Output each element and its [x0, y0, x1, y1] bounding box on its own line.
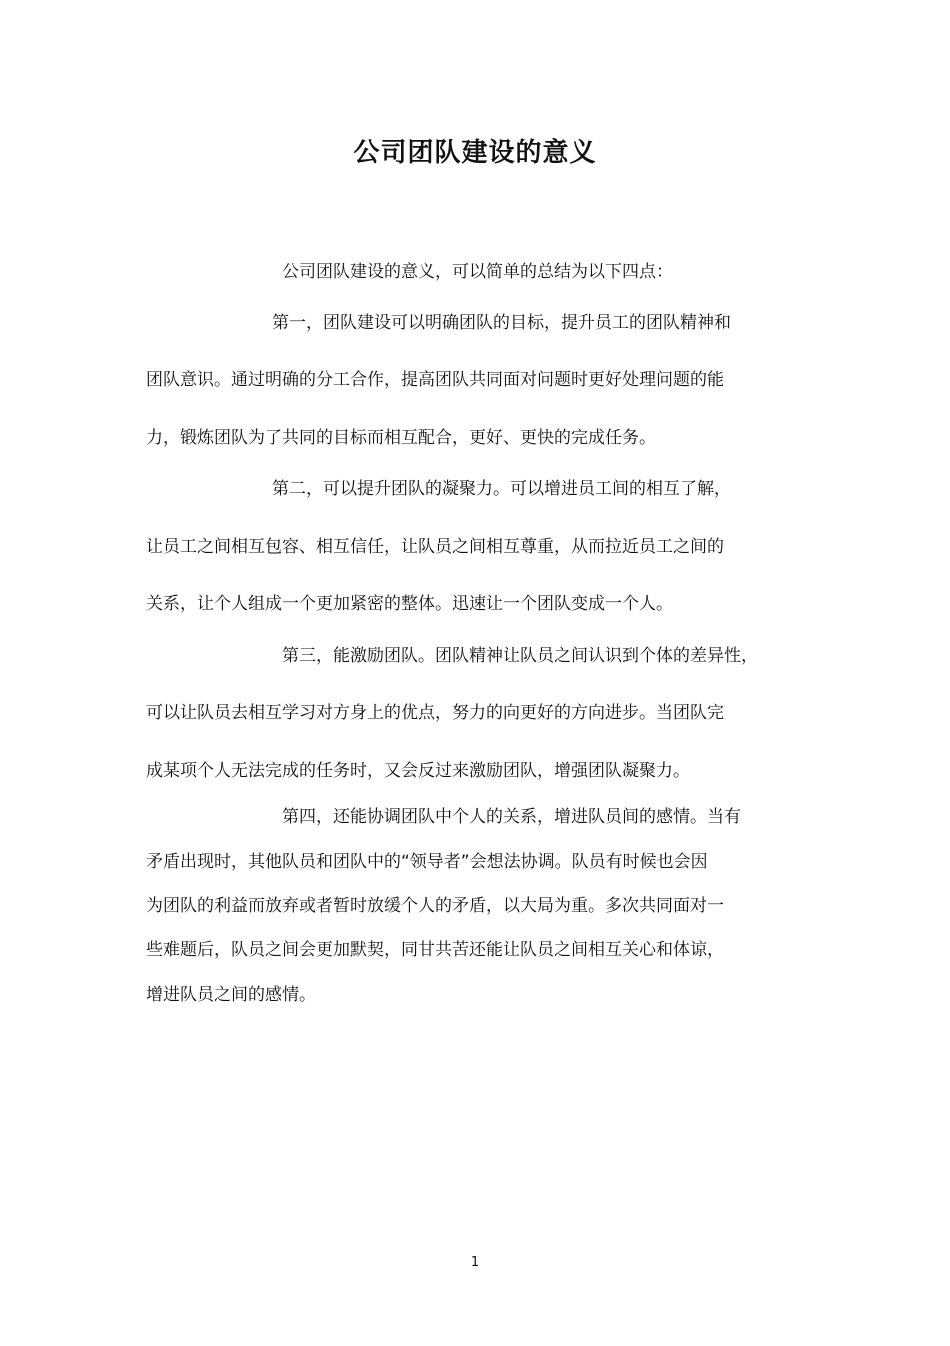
document-title: 公司团队建设的意义 [353, 138, 597, 168]
paragraph-1-line-3: 力，锻炼团队为了共同的目标而相互配合，更好、更快的完成任务。 [146, 428, 656, 448]
paragraph-4-line-1: 第四，还能协调团队中个人的关系，增进队员间的感情。当有 [282, 807, 741, 827]
paragraph-1-line-2: 团队意识。通过明确的分工合作，提高团队共同面对问题时更好处理问题的能 [146, 370, 724, 390]
paragraph-4-line-5: 增进队员之间的感情。 [146, 985, 316, 1005]
paragraph-2-line-1: 第二，可以提升团队的凝聚力。可以增进员工间的相互了解， [272, 479, 731, 499]
paragraph-1-line-1: 第一，团队建设可以明确团队的目标，提升员工的团队精神和 [272, 313, 731, 333]
page-number: 1 [470, 1255, 480, 1270]
paragraph-3-line-3: 成某项个人无法完成的任务时，又会反过来激励团队，增强团队凝聚力。 [146, 761, 690, 781]
paragraph-3-line-2: 可以让队员去相互学习对方身上的优点，努力的向更好的方向进步。当团队完 [146, 703, 724, 723]
intro-line: 公司团队建设的意义，可以简单的总结为以下四点： [282, 262, 673, 282]
paragraph-2-line-3: 关系，让个人组成一个更加紧密的整体。迅速让一个团队变成一个人。 [146, 594, 673, 614]
paragraph-4-line-2: 矛盾出现时，其他队员和团队中的“领导者”会想法协调。队员有时候也会因 [146, 852, 708, 872]
paragraph-3-line-1: 第三，能激励团队。团队精神让队员之间认识到个体的差异性， [282, 646, 758, 666]
paragraph-4-line-4: 些难题后，队员之间会更加默契，同甘共苦还能让队员之间相互关心和体谅， [146, 940, 724, 960]
paragraph-4-line-3: 为团队的利益而放弃或者暂时放缓个人的矛盾，以大局为重。多次共同面对一 [146, 896, 724, 916]
paragraph-2-line-2: 让员工之间相互包容、相互信任，让队员之间相互尊重，从而拉近员工之间的 [146, 537, 724, 557]
